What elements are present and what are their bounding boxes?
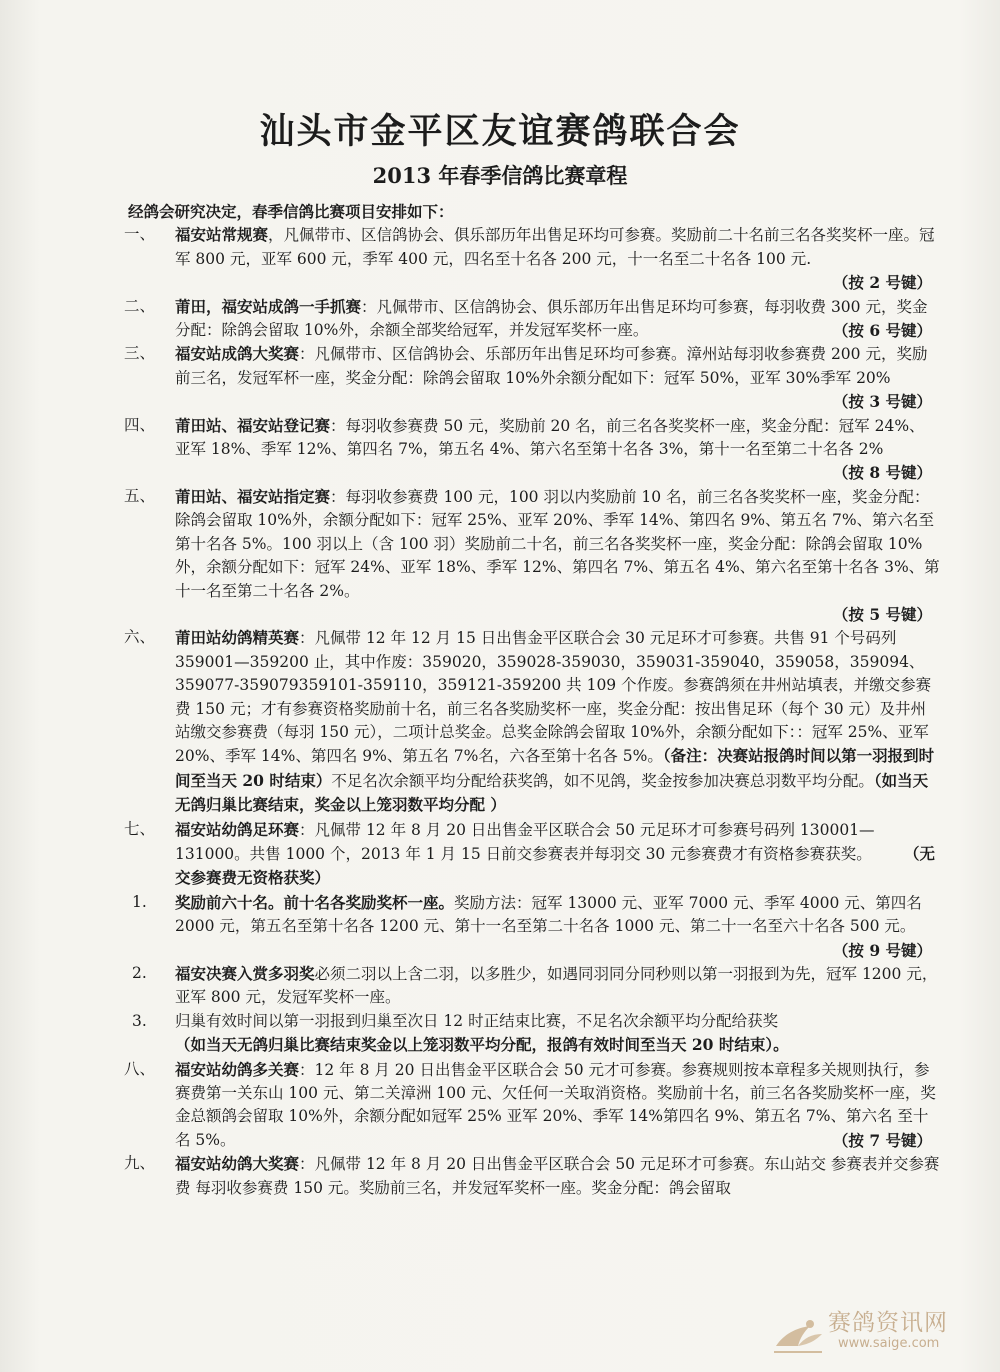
section-text: ：凡佩带 12 年 8 月 20 日出售金平区联合会 50 元足环才可参赛。东山站交 参赛表并交参赛费 每羽收参赛费 150 元。奖励前三名，并发冠军奖杯一座。奖金分配：鸽会留取 bbox=[175, 1155, 940, 1197]
section-number: 二、 bbox=[124, 296, 156, 315]
item-heading: 奖励前六十名。前十名各奖励奖杯一座。 bbox=[175, 892, 455, 912]
section-heading: 福安站成鸽大奖赛 bbox=[175, 344, 300, 364]
pigeon-logo-icon bbox=[770, 1304, 826, 1360]
section-text: ：凡佩带 12 年 8 月 20 日出售金平区联合会 50 元足环才可参赛号码列 130001—131000。共售 1000 个，2013 年 1 月 15 日前交参赛表并每羽交 30 元参赛费才有资格参赛获奖。 bbox=[175, 820, 875, 863]
section-text: ：凡佩带市、区信鸽协会、俱乐部历年出售足环均可参赛，每羽收费 300 元，奖金分配：除鸽会留取 10%外，余额全部奖给冠军，并发冠军奖杯一座。 bbox=[175, 297, 928, 340]
intro-line: 经鸽会研究决定，春季信鸽比赛项目安排如下： bbox=[128, 202, 454, 221]
section-number: 四、 bbox=[124, 415, 156, 434]
key-note: （按 2 号键） bbox=[832, 273, 932, 293]
watermark bbox=[768, 1300, 978, 1364]
section-text: ：每羽收参赛费 50 元，奖励前 20 名，前三名各奖奖杯一座，奖金分配：冠军 24%、亚军 18%、季军 12%、第四名 7%，第五名 4%、第六名至第十名各 3%，第十一名至第二十名各 2% bbox=[175, 416, 925, 459]
item-3 bbox=[128, 1010, 940, 1058]
section-heading: 莆田站、福安站指定赛 bbox=[175, 486, 331, 506]
key-note: （按 7 号键） bbox=[832, 1130, 932, 1150]
section-number: 五、 bbox=[124, 486, 156, 505]
document-body bbox=[124, 200, 940, 1200]
section-5 bbox=[124, 485, 940, 626]
section-3 bbox=[124, 342, 940, 413]
section-heading: 莆田站、福安站登记赛 bbox=[175, 415, 331, 435]
section-text: ：12 年 8 月 20 日出售金平区联合会 50 元才可参赛。参赛规则按本章程多关规则执行，参赛费第一关东山 100 元、第二关漳洲 100 元、欠任何一关取消资格。奖励前十名，前三名各奖励奖杯一座，奖金总额鸽会留取 10%外，余额分配如冠军 25% 亚军 20%、季军 14%第四名 9%、第五名 7%、第六名 至十名 5%。 bbox=[175, 1060, 936, 1149]
section-heading: 福安站常规赛 bbox=[175, 225, 269, 245]
section-6 bbox=[124, 626, 940, 817]
section-number: 七、 bbox=[124, 819, 156, 838]
section-number: 六、 bbox=[124, 628, 156, 647]
section-heading: 莆田，福安站成鸽一手抓赛 bbox=[175, 296, 362, 316]
section-text: ：凡佩带 12 年 12 月 15 日出售金平区联合会 30 元足环才可参赛。共售 91 个号码列 359001—359200 止，其中作废：359020，359028-359030，359031-359040，359058，359094、359077-359079359101-359110，359121-359200 共 109 个作废。参赛鸽须在井州站填表，并缴交参赛费 150 元；才有参赛资格奖励前十名，前三名各奖励奖杯一座，奖金分配：按出售足环（每个 30 元）及井州站缴交参赛费（每羽 150 元），二项计总奖金。总奖金除鸽会留取 10%外，余额分配如下：：冠军 25%、亚军 20%、季军 14%、第四名 9%、第五名 7%名，六各至第十名各 5%。 bbox=[175, 629, 932, 766]
section-8 bbox=[124, 1058, 940, 1153]
section-number: 一、 bbox=[124, 225, 156, 244]
key-note: （按 8 号键） bbox=[832, 463, 932, 483]
section-note: （备注：决赛站报鸽时间以第一羽报到时间至当天 20 时结束） bbox=[175, 746, 935, 790]
item-text: 奖励方法：冠军 13000 元、亚军 7000 元、季军 4000 元、第四名 2000 元，第五名至第十名各 1200 元、第十一名至第二十名各 1000 元、第二十一名至六十名各 500 元。 bbox=[175, 893, 922, 936]
item-1 bbox=[128, 891, 940, 962]
section-number: 九、 bbox=[124, 1154, 156, 1173]
item-2 bbox=[128, 962, 940, 1010]
key-note: （按 6 号键） bbox=[832, 321, 932, 341]
section-note: （无交参赛费无资格获奖） bbox=[175, 843, 935, 888]
section-text: ，凡佩带市、区信鸽协会、俱乐部历年出售足环均可参赛。奖励前二十名前三名各奖奖杯一座。冠军 800 元，亚军 600 元，季军 400 元，四名至十名各 200 元，十一名至二十名各 100 元. bbox=[175, 226, 935, 268]
watermark-url: www.saige.com bbox=[838, 1336, 940, 1351]
watermark-text: 赛鸽资讯网 bbox=[828, 1310, 948, 1336]
section-text: ：每羽收参赛费 100 元，100 羽以内奖励前 10 名，前三名各奖奖杯一座，奖金分配：除鸽会留取 10%外，余额分配如下：冠军 25%、亚军 20%、季军 14%、第四名 9%、第五名 7%、第六名至第十名各 5%。100 羽以上（含 100 羽）奖励前二十名，前三名各奖奖杯一座，奖金分配：除鸽会留取 10%外，余额分配如下：冠军 24%、亚军 18%、季军 12%、第四名 7%、第五名 4%、第六名至第十名各 3%、第十一名至第二十名各 2%。 bbox=[175, 487, 940, 600]
section-9 bbox=[124, 1152, 940, 1200]
item-note: （如当天无鸽归巢比赛结束奖金以上笼羽数平均分配，报鸽有效时间至当天 20 时结束）。 bbox=[175, 1035, 789, 1055]
section-text-2: 不足名次余额平均分配给获奖鸽，如不见鸽，奖金按参加决赛总羽数平均分配。 bbox=[331, 771, 874, 790]
section-note-2: （如当天无鸽归巢比赛结束，奖金以上笼羽数平均分配 ） bbox=[175, 770, 929, 815]
section-number: 三、 bbox=[124, 344, 156, 363]
key-note: （按 9 号键） bbox=[832, 940, 932, 960]
key-note: （按 3 号键） bbox=[832, 392, 932, 412]
section-number: 八、 bbox=[124, 1059, 156, 1078]
item-number: 2. bbox=[132, 964, 147, 982]
section-1 bbox=[124, 223, 940, 294]
section-text: ：凡佩带市、区信鸽协会、乐部历年出售足环均可参赛。漳州站每羽收参赛费 200 元，奖励前三名，发冠军杯一座，奖金分配：除鸽会留取 10%外余额分配如下：冠军 50%，亚军 30%季军 20% bbox=[175, 345, 928, 387]
section-heading: 福安站幼鸽多关赛 bbox=[175, 1059, 300, 1079]
item-text: 归巢有效时间以第一羽报到归巢至次日 12 时正结束比赛，不足名次余额平均分配给获奖 bbox=[175, 1011, 779, 1030]
item-number: 3. bbox=[132, 1011, 147, 1030]
section-heading: 福安站幼鸽大奖赛 bbox=[175, 1154, 300, 1174]
item-heading: 福安决赛入赏多羽奖 bbox=[175, 964, 315, 983]
section-2 bbox=[124, 295, 940, 343]
section-heading: 莆田站幼鸽精英赛 bbox=[175, 628, 300, 648]
item-text: 必须二羽以上含二羽，以多胜少，如遇同羽同分同秒则以第一羽报到为先，冠军 1200 元，亚军 800 元，发冠军奖杯一座。 bbox=[175, 965, 938, 1007]
section-4 bbox=[124, 414, 940, 485]
section-7 bbox=[124, 818, 940, 891]
key-note: （按 5 号键） bbox=[832, 604, 932, 624]
item-number: 1. bbox=[132, 892, 147, 911]
document-subtitle: 2013 年春季信鸽比赛章程 bbox=[372, 163, 628, 188]
document-title: 汕头市金平区友谊赛鸽联合会 bbox=[259, 112, 741, 152]
section-heading: 福安站幼鸽足环赛 bbox=[175, 819, 300, 839]
